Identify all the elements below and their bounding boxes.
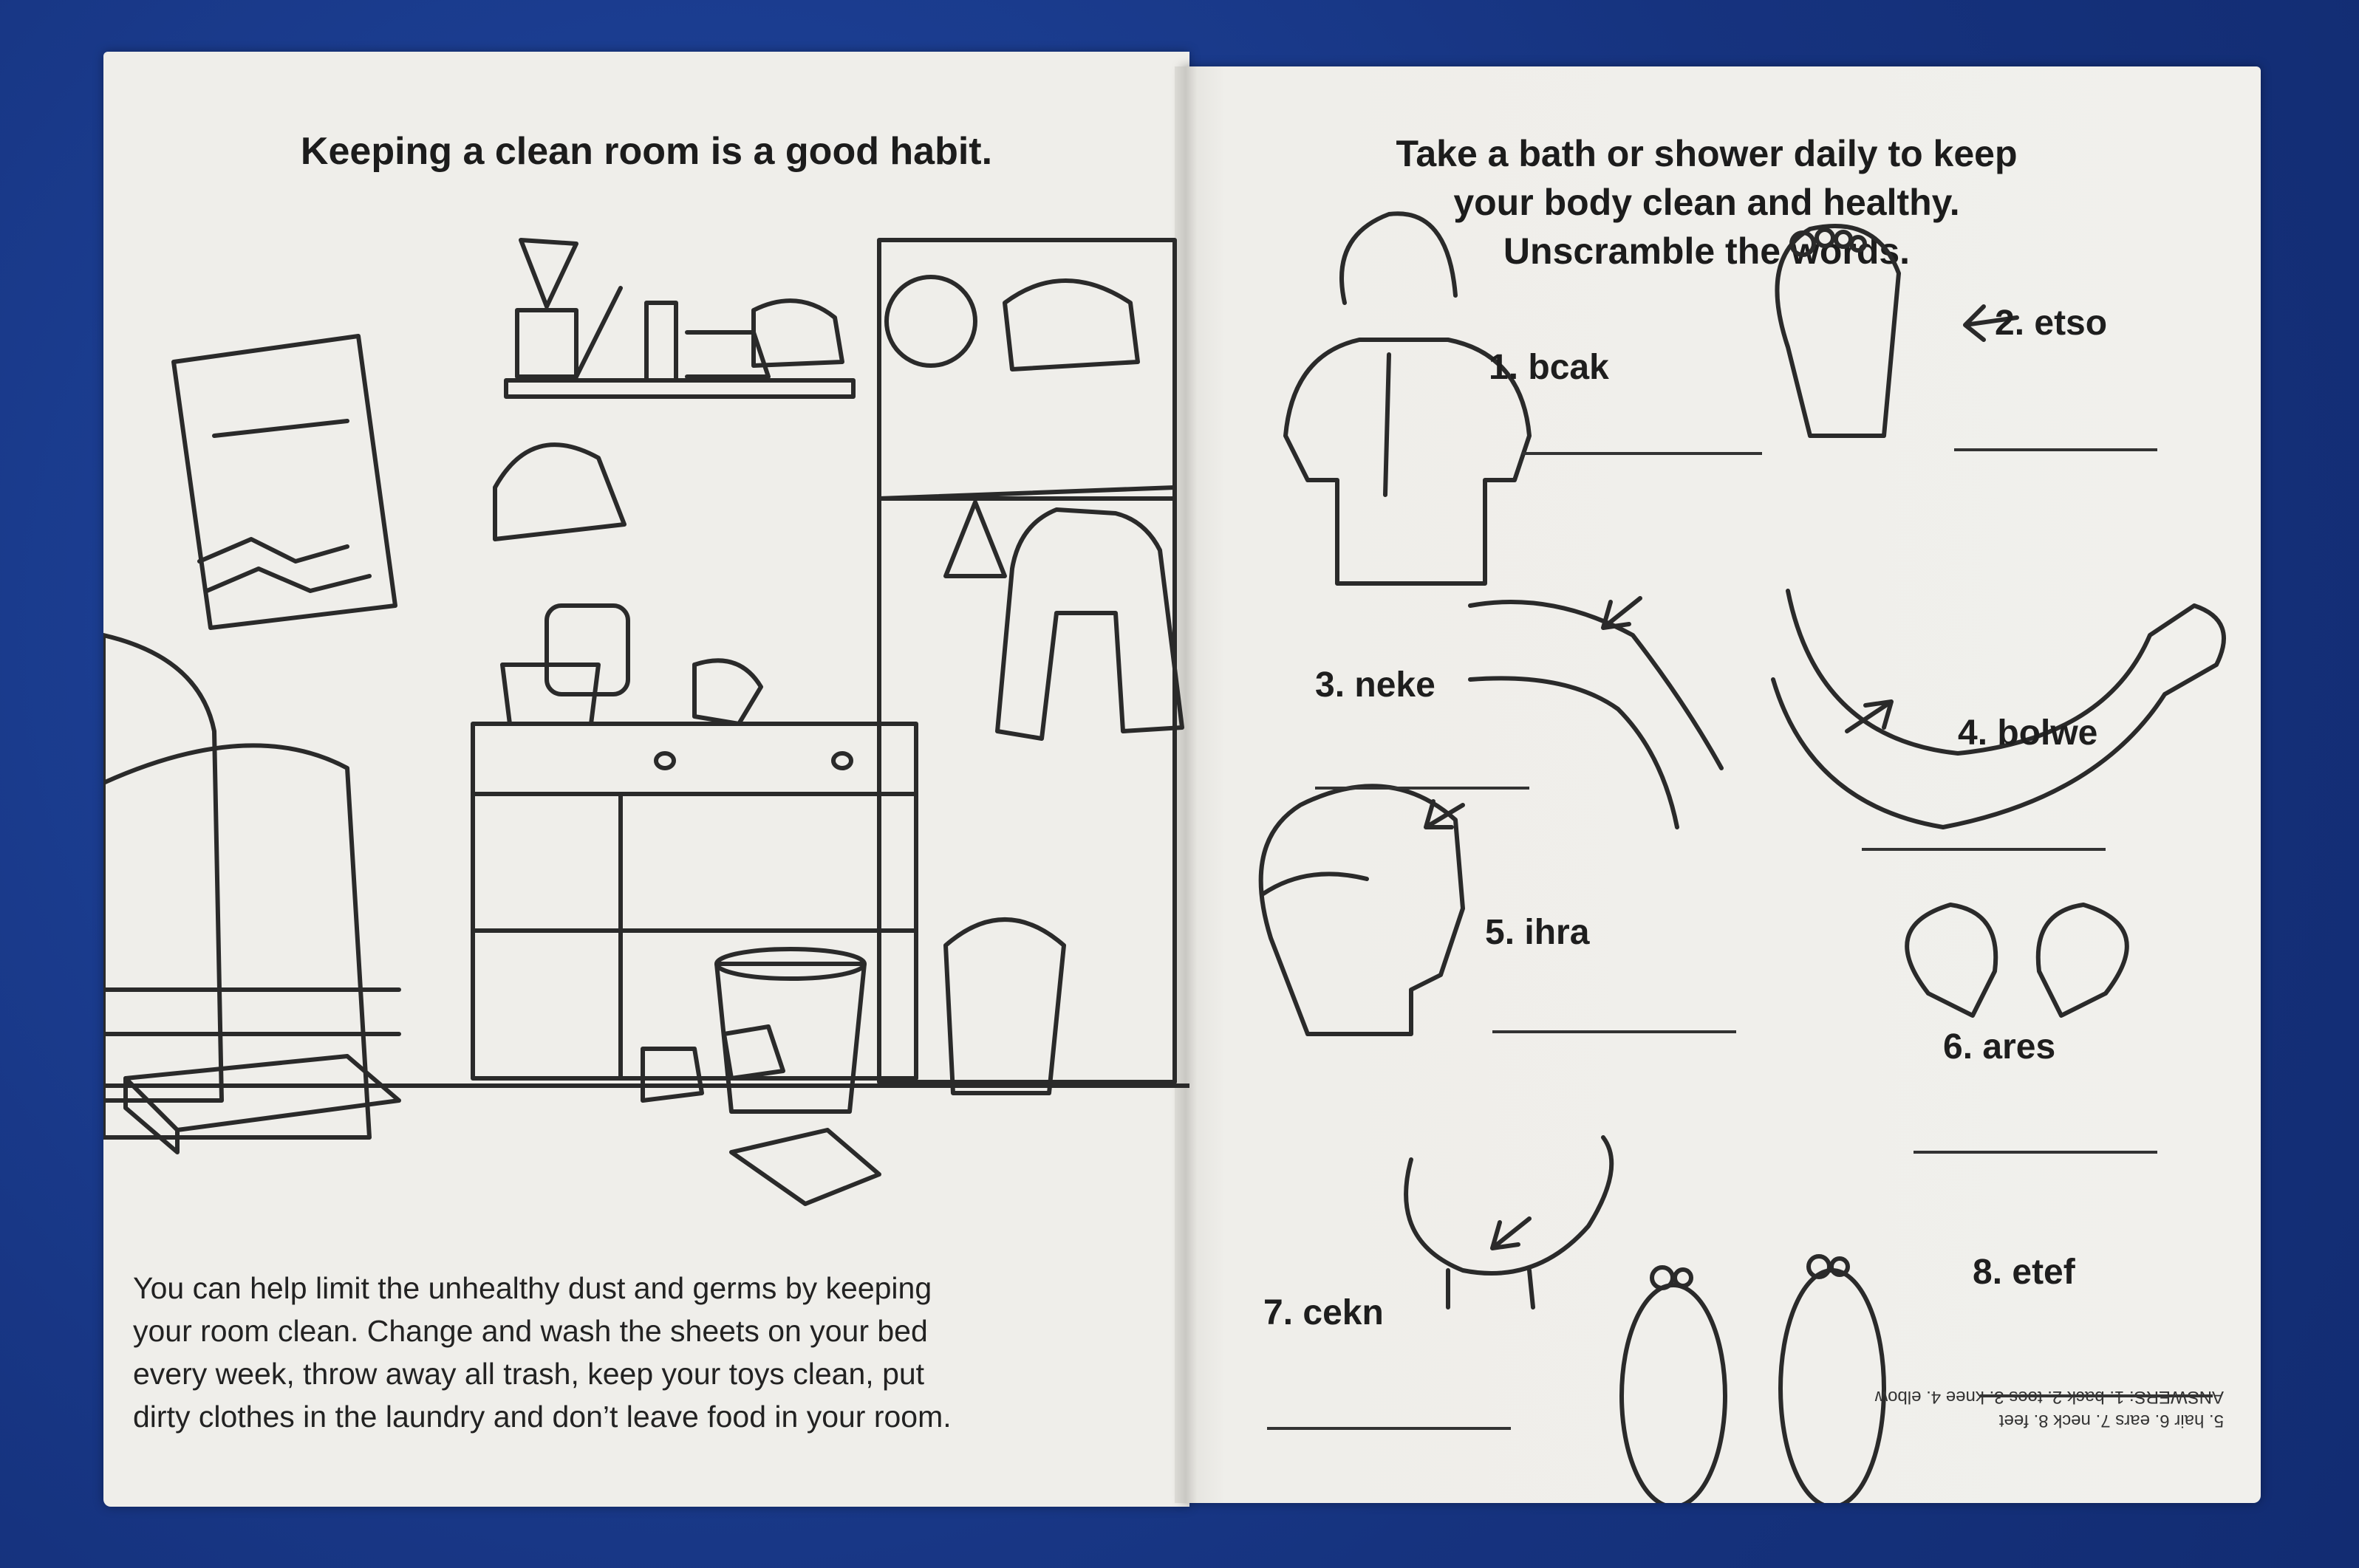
paragraph-line: every week, throw away all trash, keep your toys clean, put — [133, 1357, 925, 1391]
upside-down-answer-key — [1803, 1385, 2224, 1432]
answer-blank-4[interactable] — [1862, 848, 2106, 851]
answer-key-line: ANSWERS: 1. back 2. toes 3. knee 4. elbow — [1874, 1387, 2224, 1407]
elbow-drawing — [1773, 591, 2224, 827]
title-line: your body clean and healthy. — [1453, 182, 1960, 223]
answer-blank-6[interactable] — [1914, 1151, 2157, 1154]
floor-clutter — [126, 920, 1064, 1204]
left-page-title: Keeping a clean room is a good habit. — [300, 130, 993, 173]
answer-blank-5[interactable] — [1492, 1030, 1736, 1033]
wall-shelf — [506, 240, 853, 397]
scramble-word-7: 7. cekn — [1263, 1293, 1384, 1332]
paragraph-line: your room clean. Change and wash the sheets on your bed — [133, 1314, 928, 1348]
scramble-word-1: 1. bcak — [1489, 348, 1609, 387]
title-line: Take a bath or shower daily to keep — [1396, 133, 2018, 174]
closet — [879, 240, 1182, 1082]
title-line: Unscramble the words. — [1503, 230, 1911, 272]
answer-key-line: 5. hair 6. ears 7. neck 8. feet — [1998, 1411, 2224, 1431]
answer-blank-3[interactable] — [1315, 787, 1529, 790]
body-parts-illustrations — [1182, 66, 2261, 1503]
paragraph-line: dirty clothes in the laundry and don’t leave food in your room. — [133, 1400, 952, 1434]
answer-blank-7[interactable] — [1267, 1427, 1511, 1430]
scramble-word-3: 3. neke — [1315, 665, 1435, 705]
scramble-word-5: 5. ihra — [1485, 913, 1590, 952]
dresser — [473, 445, 916, 1078]
pointer-arrows — [1426, 307, 2017, 1248]
answer-blank-1[interactable] — [1522, 452, 1762, 455]
knee-drawing — [1470, 602, 1721, 827]
hygiene-paragraph — [133, 1267, 1116, 1438]
feet-drawing — [1622, 1256, 1884, 1503]
paragraph-line: You can help limit the unhealthy dust and germs by keeping — [133, 1271, 932, 1305]
scramble-word-8: 8. etef — [1973, 1253, 2075, 1292]
answer-blank-2[interactable] — [1954, 448, 2157, 451]
foot-toes-drawing — [1777, 226, 1899, 436]
neck-drawing — [1406, 1137, 1611, 1307]
messy-room-illustration — [103, 192, 1189, 1256]
back-drawing — [1286, 213, 1529, 583]
scramble-word-4: 4. bolwe — [1958, 713, 2098, 753]
wall-poster — [174, 336, 395, 628]
scramble-word-2: 2. etso — [1995, 304, 2108, 343]
scramble-word-6: 6. ares — [1943, 1027, 2056, 1067]
ears-drawing — [1907, 905, 2127, 1016]
